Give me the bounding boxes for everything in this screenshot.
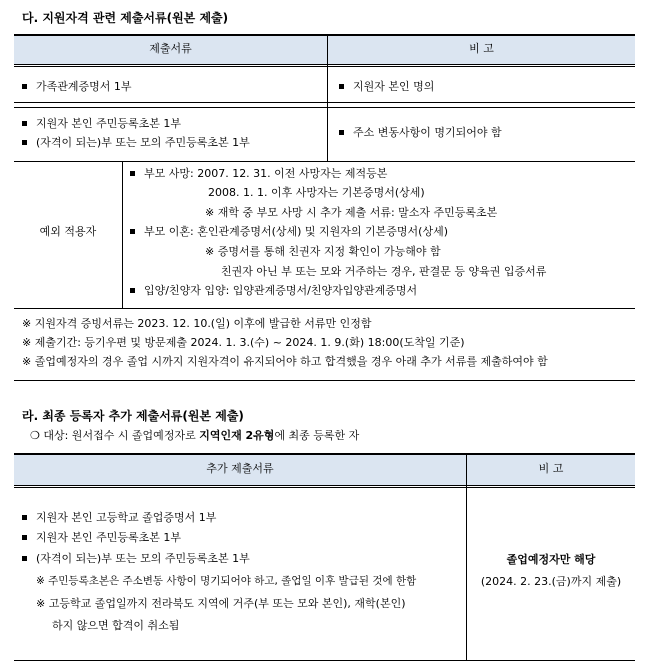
- exception-label: 예외 적용자: [39, 225, 97, 238]
- section-r-title: 라. 최종 등록자 추가 제출서류(원본 제출): [22, 409, 244, 423]
- bullet-icon: [22, 535, 27, 540]
- note-line: ※ 지원자격 증빙서류는 2023. 12. 10.(일) 이후에 발급한 서류만 인정함: [22, 317, 372, 330]
- row2-left-1: 지원자 본인 주민등록초본 1부: [22, 116, 181, 132]
- row2-left-2: (자격이 되는)부 또는 모의 주민등록초본 1부: [22, 135, 250, 151]
- bullet-icon: [130, 288, 135, 293]
- header-note: 비 고: [538, 462, 564, 475]
- header-note: 비 고: [469, 42, 494, 55]
- column-divider: [122, 162, 123, 308]
- column-divider: [327, 108, 328, 161]
- note-line: ※ 제출기간: 등기우편 및 방문제출 2024. 1. 3.(수) ~ 2024. 1. 9.(화) 18:00(도착일 기준): [22, 336, 465, 349]
- header-separator: [14, 485, 635, 488]
- bullet-icon: [130, 171, 135, 176]
- row1-right: 지원자 본인 명의: [339, 79, 434, 95]
- subnote-line: ※ 고등학교 졸업일까지 전라북도 지역에 거주(부 또는 모와 본인), 재학(본인): [36, 597, 406, 610]
- bullet-icon: [22, 84, 27, 89]
- note-bold: 졸업예정자만 해당: [506, 553, 596, 566]
- row-divider: [14, 102, 635, 103]
- row2-right: 주소 변동사항이 명기되어야 함: [339, 125, 502, 141]
- bullet-icon: [339, 84, 344, 89]
- bullet-icon: [22, 140, 27, 145]
- exception-line: 부모 사망: 2007. 12. 31. 이전 사망자는 제적등본: [130, 166, 387, 182]
- exception-line: 입양/친양자 입양: 입양관계증명서/친양자입양관계증명서: [130, 283, 417, 299]
- table-top-border: [14, 453, 635, 455]
- item-line: (자격이 되는)부 또는 모의 주민등록초본 1부: [22, 551, 250, 567]
- item-line: 지원자 본인 고등학교 졸업증명서 1부: [22, 510, 216, 526]
- exception-line: 2008. 1. 1. 이후 사망자는 기본증명서(상세): [208, 186, 425, 199]
- section-r-target: ❍ 대상: 원서접수 시 졸업예정자로 지역인재 2유형에 최종 등록한 자: [30, 429, 360, 442]
- note-date: (2024. 2. 23.(금)까지 제출): [480, 575, 622, 588]
- bullet-icon: [22, 556, 27, 561]
- table-bottom-border: [14, 660, 635, 661]
- row-divider: [14, 161, 635, 162]
- bullet-icon: [22, 121, 27, 126]
- row-divider: [14, 107, 635, 108]
- table-bottom-border: [14, 380, 635, 381]
- row-divider: [14, 308, 635, 309]
- section-d-title: 다. 지원자격 관련 제출서류(원본 제출): [22, 11, 229, 25]
- item-line: 지원자 본인 주민등록초본 1부: [22, 530, 181, 546]
- header-docs: 제출서류: [149, 42, 192, 55]
- note-line: ※ 졸업예정자의 경우 졸업 시까지 지원자격이 유지되어야 하고 합격했을 경우 아래 추가 서류를 제출하여야 함: [22, 355, 548, 368]
- table-top-border: [14, 34, 635, 36]
- bullet-icon: [22, 515, 27, 520]
- header-docs: 추가 제출서류: [206, 462, 274, 475]
- subnote-line: ※ 주민등록초본은 주소변동 사항이 명기되어야 하고, 졸업일 이후 발급된 것에 한함: [36, 575, 417, 587]
- bullet-icon: [130, 229, 135, 234]
- subnote-line: 하지 않으면 합격이 취소됨: [52, 619, 180, 632]
- row1-left: 가족관계증명서 1부: [22, 79, 132, 95]
- exception-line: ※ 증명서를 통해 친권자 지정 확인이 가능해야 함: [205, 245, 441, 258]
- exception-line: 친권자 아닌 부 또는 모와 거주하는 경우, 판결문 등 양육권 입증서류: [221, 265, 547, 278]
- bullet-icon: [339, 130, 344, 135]
- header-separator: [14, 64, 635, 67]
- exception-line: 부모 이혼: 혼인관계증명서(상세) 및 지원자의 기본증명서(상세): [130, 224, 448, 240]
- exception-line: ※ 재학 중 부모 사망 시 추가 제출 서류: 말소자 주민등록초본: [205, 206, 498, 219]
